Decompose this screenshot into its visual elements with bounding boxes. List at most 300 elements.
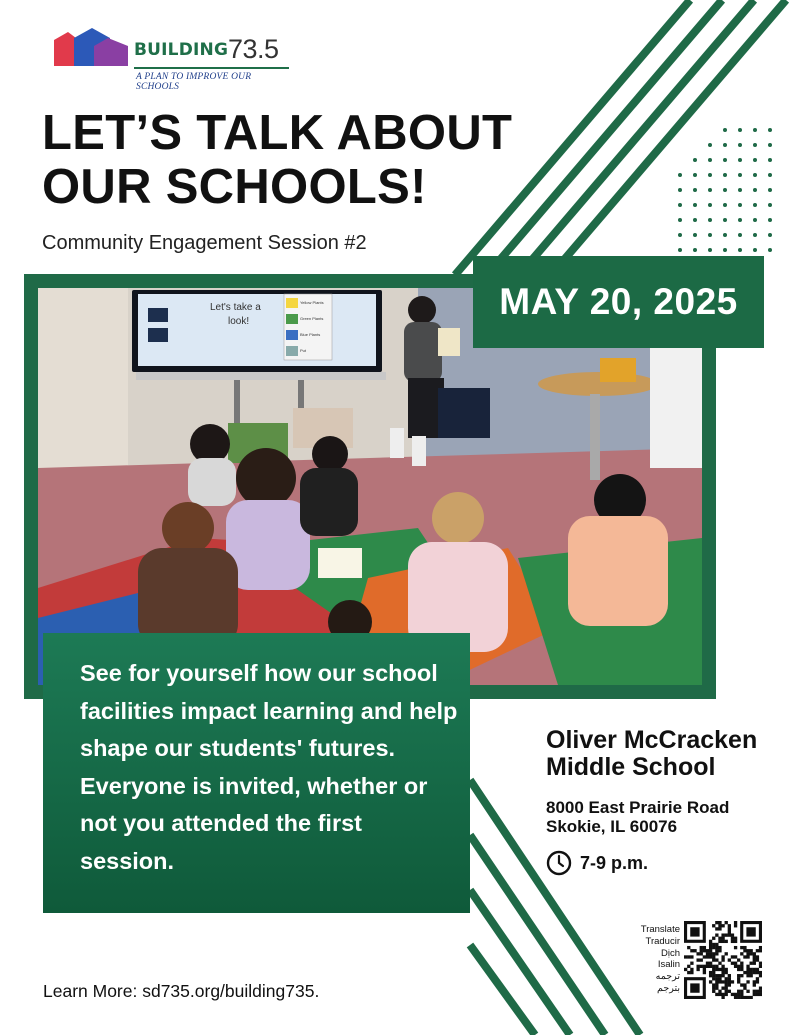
qr-module [759, 946, 762, 949]
qr-module [746, 990, 749, 993]
qr-module [756, 993, 759, 996]
qr-module [712, 983, 715, 986]
qr-module [721, 965, 724, 968]
qr-module [759, 987, 762, 990]
qr-module [721, 971, 724, 974]
dot [723, 158, 727, 162]
dot [768, 188, 772, 192]
dot [693, 188, 697, 192]
qr-module [740, 968, 743, 971]
qr-module [731, 933, 734, 936]
qr-module [753, 958, 756, 961]
qr-module [712, 937, 715, 940]
qr-module [731, 980, 734, 983]
time-label: 7-9 p.m. [580, 852, 649, 873]
dot [678, 248, 682, 252]
qr-module [721, 958, 724, 961]
qr-module [712, 974, 715, 977]
dot [738, 173, 742, 177]
qr-module [728, 980, 731, 983]
qr-module [712, 965, 715, 968]
qr-module [706, 952, 709, 955]
qr-module [731, 937, 734, 940]
qr-module [734, 955, 737, 958]
dot [753, 143, 757, 147]
qr-module [696, 952, 699, 955]
qr-module [721, 993, 724, 996]
logo-tagline: A PLAN TO IMPROVE OUR SCHOOLS [136, 72, 252, 92]
qr-module [756, 971, 759, 974]
qr-module [709, 955, 712, 958]
qr-module [728, 983, 731, 986]
qr-module [750, 996, 753, 999]
qr-module [718, 974, 721, 977]
qr-module [759, 993, 762, 996]
qr-module [706, 949, 709, 952]
qr-module [725, 987, 728, 990]
dot [723, 143, 727, 147]
event-date-banner: MAY 20, 2025 [473, 256, 764, 348]
screen-label-3: Blue Plants [300, 332, 321, 337]
screen-label-2: Green Plants [300, 316, 324, 321]
qr-module [725, 980, 728, 983]
qr-module [737, 977, 740, 980]
qr-module [759, 962, 762, 965]
qr-module [721, 955, 724, 958]
qr-module [709, 946, 712, 949]
qr-module [725, 940, 728, 943]
qr-module [721, 933, 724, 936]
qr-module [728, 958, 731, 961]
qr-module [715, 974, 718, 977]
qr-module [746, 996, 749, 999]
qr-module [700, 949, 703, 952]
qr-module [725, 952, 728, 955]
qr-module [715, 949, 718, 952]
qr-module [712, 990, 715, 993]
stripe-bottom-4 [470, 945, 535, 1035]
description-text: See for yourself how our school facilities impact learning and help shape our students' futures. Everyone is invited, whether or not you attended the first session. [80, 660, 458, 874]
qr-module [728, 927, 731, 930]
qr-module [721, 924, 724, 927]
qr-module [718, 946, 721, 949]
qr-module [759, 965, 762, 968]
qr-module [687, 955, 690, 958]
dot [708, 158, 712, 162]
dot [723, 203, 727, 207]
qr-module [721, 987, 724, 990]
qr-module [687, 971, 690, 974]
qr-module [715, 987, 718, 990]
qr-module [715, 946, 718, 949]
qr-module [731, 993, 734, 996]
qr-module [718, 962, 721, 965]
qr-module [746, 965, 749, 968]
logo-rule [134, 67, 289, 69]
dot [723, 128, 727, 132]
qr-module [743, 983, 746, 986]
qr-module [700, 958, 703, 961]
dot [693, 158, 697, 162]
child-5 [432, 492, 484, 544]
qr-module [737, 980, 740, 983]
qr-module [743, 949, 746, 952]
qr-module [740, 962, 743, 965]
dot [708, 218, 712, 222]
qr-module [737, 996, 740, 999]
dot [768, 128, 772, 132]
dot [753, 218, 757, 222]
qr-module [756, 958, 759, 961]
screen-label-4: Put [300, 348, 307, 353]
dot [768, 248, 772, 252]
dot [723, 188, 727, 192]
dot [768, 218, 772, 222]
dot [738, 188, 742, 192]
qr-module [709, 965, 712, 968]
qr-module [728, 974, 731, 977]
translate-label: Traducir [645, 935, 680, 947]
qr-module [718, 927, 721, 930]
qr-module [725, 933, 728, 936]
qr-module [737, 990, 740, 993]
qr-module [718, 990, 721, 993]
qr-module [684, 968, 687, 971]
qr-module [753, 955, 756, 958]
dot [738, 218, 742, 222]
qr-module [715, 968, 718, 971]
qr-module [715, 943, 718, 946]
qr-finder [690, 927, 699, 936]
qr-module [715, 993, 718, 996]
qr-module [712, 968, 715, 971]
building-735-logo [54, 26, 294, 92]
qr-module [737, 958, 740, 961]
qr-module [743, 996, 746, 999]
dot [678, 218, 682, 222]
qr-module [750, 962, 753, 965]
qr-module [718, 924, 721, 927]
school-name [546, 727, 757, 781]
dot [738, 143, 742, 147]
qr-module [718, 977, 721, 980]
qr-module [734, 946, 737, 949]
translate-label: Isalin [657, 959, 680, 971]
qr-module [725, 968, 728, 971]
dot [708, 173, 712, 177]
qr-module [728, 990, 731, 993]
headline [42, 106, 512, 214]
dot [723, 173, 727, 177]
qr-module [687, 965, 690, 968]
qr-module [740, 993, 743, 996]
qr-module [753, 993, 756, 996]
qr-module [721, 996, 724, 999]
qr-module [703, 965, 706, 968]
dot [768, 143, 772, 147]
dot [753, 128, 757, 132]
dot [708, 143, 712, 147]
qr-module [759, 990, 762, 993]
screen-text-1: Let's take a [210, 302, 261, 313]
screen-text-2: look! [228, 316, 250, 327]
dot [753, 248, 757, 252]
dot [768, 158, 772, 162]
qr-module [753, 968, 756, 971]
qr-module [715, 927, 718, 930]
clock-icon [546, 850, 572, 876]
dot [738, 233, 742, 237]
qr-module [740, 952, 743, 955]
qr-module [753, 962, 756, 965]
qr-module [696, 965, 699, 968]
qr-module [737, 968, 740, 971]
qr-module [709, 952, 712, 955]
dot [723, 233, 727, 237]
dot [738, 158, 742, 162]
dot [723, 248, 727, 252]
qr-module [753, 952, 756, 955]
qr-module [731, 940, 734, 943]
qr-module [709, 940, 712, 943]
qr-module [684, 955, 687, 958]
dot [678, 203, 682, 207]
qr-module [728, 933, 731, 936]
qr-module [706, 955, 709, 958]
qr-module [759, 971, 762, 974]
qr-module [725, 921, 728, 924]
qr-finder [746, 927, 755, 936]
dot [693, 248, 697, 252]
qr-module [706, 965, 709, 968]
qr-module [715, 958, 718, 961]
qr-module [734, 996, 737, 999]
qr-module [734, 993, 737, 996]
translate-label: ترجمه [655, 971, 680, 983]
qr-code[interactable] [684, 921, 762, 999]
qr-module [759, 974, 762, 977]
dot [768, 173, 772, 177]
qr-module [712, 943, 715, 946]
dot [753, 158, 757, 162]
qr-module [687, 946, 690, 949]
qr-module [718, 980, 721, 983]
qr-module [709, 971, 712, 974]
qr-module [715, 980, 718, 983]
qr-module [750, 974, 753, 977]
qr-module [731, 962, 734, 965]
qr-module [746, 974, 749, 977]
headline-line-2: OUR SCHOOLS! [42, 160, 427, 214]
qr-module [756, 977, 759, 980]
qr-module [700, 946, 703, 949]
qr-module [728, 930, 731, 933]
qr-module [753, 980, 756, 983]
qr-module [715, 965, 718, 968]
qr-module [728, 924, 731, 927]
qr-module [706, 962, 709, 965]
teacher [408, 296, 436, 324]
dot [693, 218, 697, 222]
child-3 [312, 436, 348, 472]
qr-module [715, 921, 718, 924]
qr-module [709, 949, 712, 952]
child-2 [236, 448, 296, 508]
translate-label: Translate [640, 924, 680, 935]
qr-module [737, 965, 740, 968]
dot [678, 173, 682, 177]
qr-module [715, 933, 718, 936]
qr-module [740, 965, 743, 968]
qr-module [740, 990, 743, 993]
qr-module [756, 990, 759, 993]
qr-module [750, 968, 753, 971]
qr-module [746, 952, 749, 955]
translate-label: بترجم [657, 982, 680, 994]
qr-module [737, 974, 740, 977]
dot [768, 233, 772, 237]
session-title: Community Engagement Session #2 [42, 232, 367, 254]
qr-module [725, 983, 728, 986]
qr-module [712, 971, 715, 974]
learn-more-link[interactable]: Learn More: sd735.org/building735. [43, 981, 320, 1001]
screen-label-1: Yellow Plants [300, 300, 324, 305]
qr-module [756, 968, 759, 971]
qr-module [740, 983, 743, 986]
school-address [546, 798, 729, 836]
qr-module [718, 993, 721, 996]
qr-module [734, 965, 737, 968]
logo-word: BUILDING [134, 40, 229, 60]
qr-module [753, 990, 756, 993]
dot [678, 233, 682, 237]
qr-module [746, 971, 749, 974]
qr-module [703, 946, 706, 949]
qr-module [740, 996, 743, 999]
qr-module [700, 965, 703, 968]
qr-module [728, 977, 731, 980]
qr-module [715, 983, 718, 986]
qr-module [734, 921, 737, 924]
qr-module [690, 962, 693, 965]
qr-module [718, 921, 721, 924]
dot [693, 233, 697, 237]
qr-module [703, 971, 706, 974]
qr-module [712, 958, 715, 961]
dot [753, 188, 757, 192]
qr-module [709, 974, 712, 977]
logo-number: 73.5 [228, 34, 279, 64]
dot [753, 173, 757, 177]
qr-module [725, 993, 728, 996]
qr-module [690, 971, 693, 974]
address-line-1: 8000 East Prairie Road [546, 798, 730, 817]
qr-module [712, 946, 715, 949]
qr-module [753, 971, 756, 974]
qr-module [725, 971, 728, 974]
qr-module [721, 937, 724, 940]
qr-module [756, 980, 759, 983]
logo-houses-icon [54, 26, 134, 68]
qr-module [709, 962, 712, 965]
qr-module [712, 977, 715, 980]
dot [708, 203, 712, 207]
qr-module [718, 940, 721, 943]
qr-module [703, 968, 706, 971]
dot [693, 203, 697, 207]
dot [738, 248, 742, 252]
dot [708, 233, 712, 237]
dot [678, 188, 682, 192]
dot [693, 173, 697, 177]
qr-module [756, 955, 759, 958]
qr-module [737, 993, 740, 996]
dot [753, 203, 757, 207]
qr-module [721, 940, 724, 943]
qr-module [690, 949, 693, 952]
qr-module [696, 958, 699, 961]
qr-module [690, 968, 693, 971]
child-4 [162, 502, 214, 554]
qr-module [743, 946, 746, 949]
qr-module [746, 968, 749, 971]
qr-module [734, 937, 737, 940]
dot [738, 203, 742, 207]
qr-module [696, 968, 699, 971]
qr-module [746, 955, 749, 958]
qr-module [709, 943, 712, 946]
qr-module [731, 955, 734, 958]
qr-module [721, 974, 724, 977]
qr-module [740, 946, 743, 949]
dot [738, 128, 742, 132]
qr-module [712, 952, 715, 955]
qr-module [759, 949, 762, 952]
dot [753, 233, 757, 237]
qr-module [743, 971, 746, 974]
dot [768, 203, 772, 207]
qr-module [709, 980, 712, 983]
qr-module [703, 955, 706, 958]
qr-module [718, 968, 721, 971]
qr-module [690, 955, 693, 958]
qr-module [750, 949, 753, 952]
translate-labels [618, 924, 680, 995]
qr-module [721, 968, 724, 971]
qr-module [718, 949, 721, 952]
qr-module [712, 987, 715, 990]
qr-module [725, 977, 728, 980]
qr-module [734, 924, 737, 927]
qr-module [703, 949, 706, 952]
qr-module [712, 955, 715, 958]
qr-module [746, 980, 749, 983]
qr-module [712, 924, 715, 927]
qr-module [734, 962, 737, 965]
qr-module [693, 949, 696, 952]
event-time [546, 850, 648, 876]
qr-module [743, 987, 746, 990]
school-name-line-2: Middle School [546, 753, 716, 781]
qr-module [756, 949, 759, 952]
dot [708, 188, 712, 192]
qr-module [725, 990, 728, 993]
qr-module [750, 971, 753, 974]
qr-module [718, 937, 721, 940]
dot [708, 248, 712, 252]
qr-module [734, 940, 737, 943]
translate-label: Dịch [660, 947, 680, 959]
